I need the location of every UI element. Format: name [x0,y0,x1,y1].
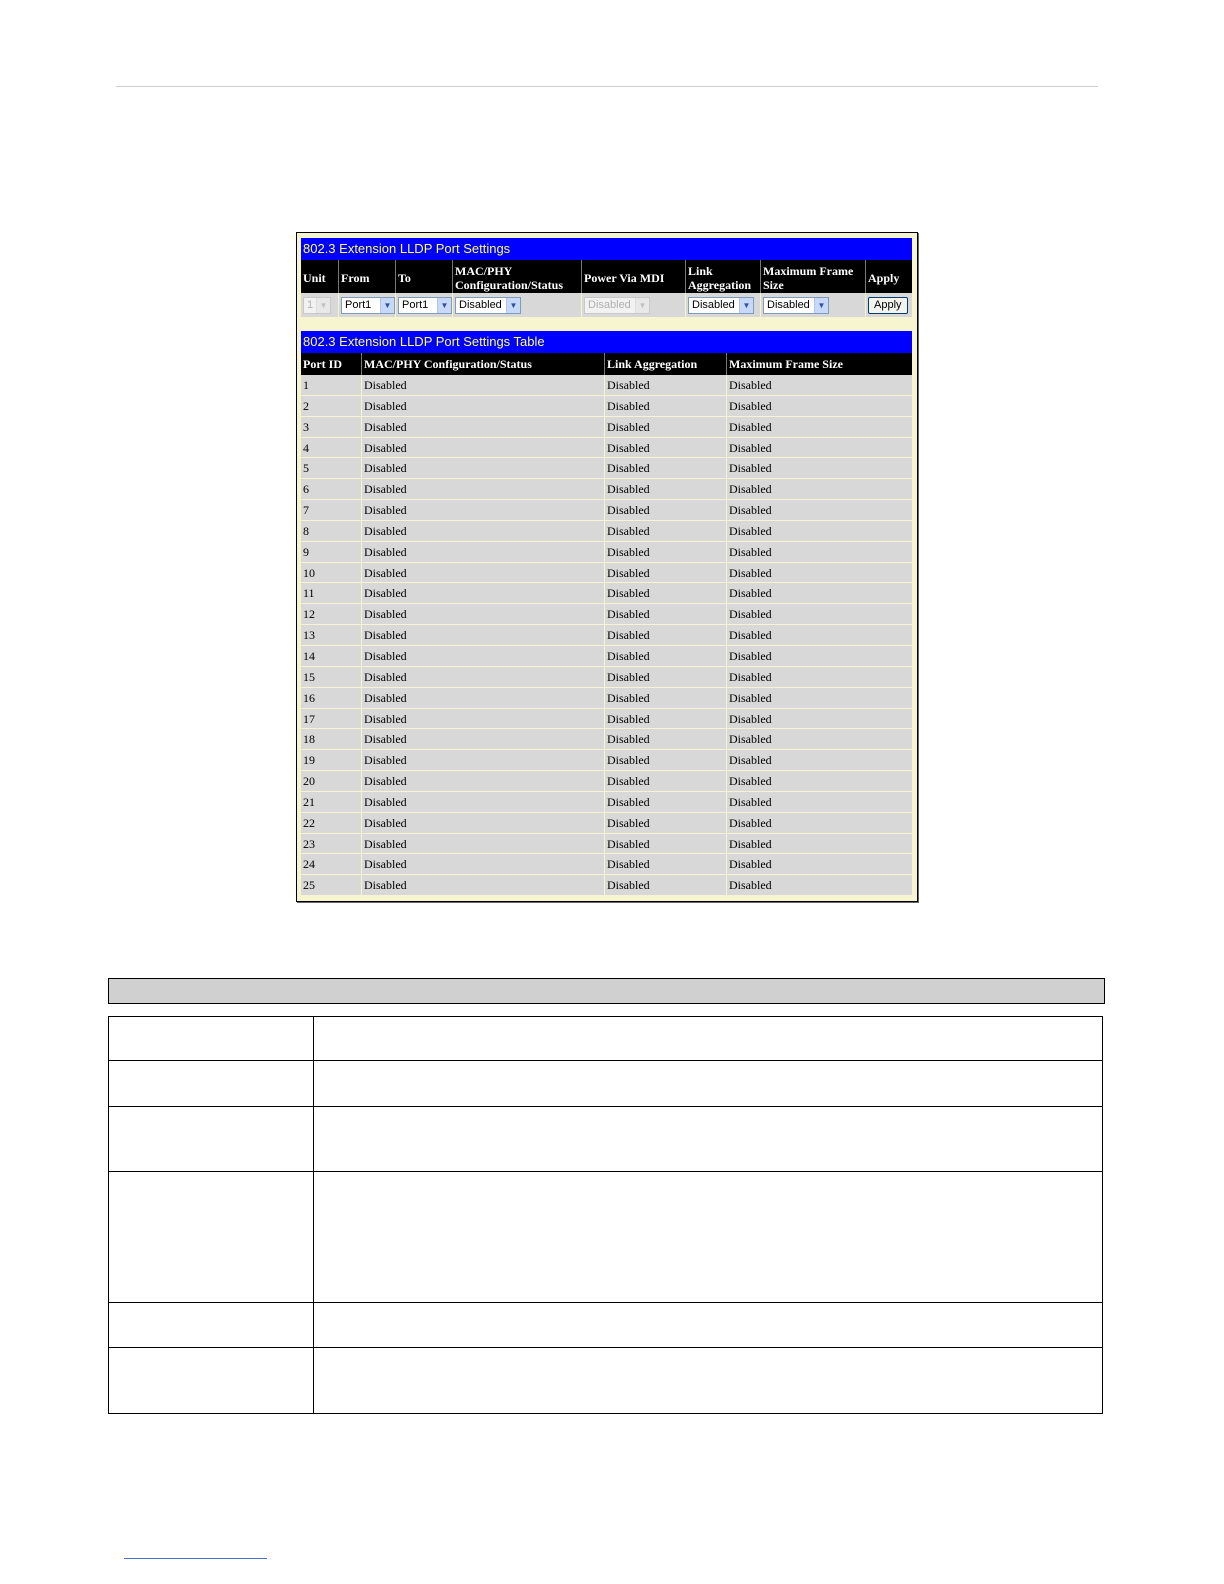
cell-max-frame-size: Disabled [729,628,772,643]
cell-link-aggregation: Disabled [605,542,727,562]
table-row [301,792,912,813]
cell-max-frame-size: Disabled [729,523,772,538]
header-power-via-mdi: Power Via MDI [582,260,686,293]
cell-max-frame-size: Disabled [729,648,772,663]
link-aggregation-select[interactable]: Disabled ▼ [688,297,754,314]
cell-max-frame-size: Disabled [729,503,772,518]
cell-mac-phy: Disabled [362,396,605,416]
table-row [301,625,912,646]
chevron-down-icon: ▼ [437,298,451,313]
cell-port-id: 18 [301,729,362,749]
cell-max-frame-size: Disabled [729,794,772,809]
chevron-down-icon: ▼ [316,298,330,313]
cell-max-frame-size: Disabled [729,482,772,497]
cell-port-id: 22 [301,813,362,833]
from-port-select[interactable]: Port1 ▼ [341,297,395,314]
cell-mac-phy: Disabled [362,458,605,478]
table-row [301,583,912,604]
cell-port-id: 17 [301,709,362,729]
cell-mac-phy: Disabled [362,646,605,666]
cell-port-id: 19 [301,750,362,770]
cell-port-id: 9 [301,542,362,562]
table-row [301,521,912,542]
header-unit: Unit [301,260,339,293]
cell-mac-phy: Disabled [362,771,605,791]
cell-link-aggregation: Disabled [605,583,727,603]
cell-link-aggregation: Disabled [605,521,727,541]
table-row [301,813,912,834]
cell-mac-phy: Disabled [362,563,605,583]
chevron-down-icon: ▼ [814,298,828,313]
power-via-mdi-select[interactable]: Disabled ▼ [584,297,650,314]
cell-mac-phy: Disabled [362,792,605,812]
cell-link-aggregation: Disabled [605,375,727,395]
cell-port-id: 2 [301,396,362,416]
chevron-down-icon: ▼ [506,298,520,313]
cell-link-aggregation: Disabled [605,709,727,729]
cell-link-aggregation: Disabled [605,834,727,854]
cell-max-frame-size: Disabled [729,586,772,601]
cell-max-frame-size: Disabled [729,878,772,893]
table-row [301,417,912,438]
cell-port-id: 20 [301,771,362,791]
cell-max-frame-size: Disabled [729,753,772,768]
cell-mac-phy: Disabled [362,604,605,624]
cell-max-frame-size: Disabled [729,669,772,684]
cell-mac-phy: Disabled [362,709,605,729]
cell-mac-phy: Disabled [362,438,605,458]
settings-title-bar: 802.3 Extension LLDP Port Settings [301,238,912,260]
header-from: From [339,260,396,293]
col-mac-phy: MAC/PHY Configuration/Status [362,353,605,375]
chevron-down-icon: ▼ [635,298,649,313]
desc-row [109,1172,1102,1303]
cell-max-frame-size: Disabled [729,732,772,747]
description-table [108,1016,1103,1414]
cell-link-aggregation: Disabled [605,604,727,624]
col-max-frame-size: Maximum Frame Size [729,357,843,371]
cell-mac-phy: Disabled [362,813,605,833]
table-row [301,604,912,625]
cell-max-frame-size: Disabled [729,857,772,872]
cell-port-id: 4 [301,438,362,458]
cell-link-aggregation: Disabled [605,729,727,749]
cell-max-frame-size: Disabled [729,419,772,434]
cell-mac-phy: Disabled [362,729,605,749]
cell-link-aggregation: Disabled [605,750,727,770]
apply-button[interactable]: Apply [868,297,908,314]
cell-port-id: 11 [301,583,362,603]
header-link-aggregation: Link Aggregation [686,260,761,293]
col-port-id: Port ID [301,353,362,375]
cell-mac-phy: Disabled [362,583,605,603]
table-row [301,458,912,479]
cell-port-id: 14 [301,646,362,666]
table-body [301,375,912,896]
cell-link-aggregation: Disabled [605,667,727,687]
cell-mac-phy: Disabled [362,875,605,895]
cell-link-aggregation: Disabled [605,688,727,708]
cell-link-aggregation: Disabled [605,438,727,458]
cell-max-frame-size: Disabled [729,774,772,789]
cell-max-frame-size: Disabled [729,815,772,830]
table-row [301,542,912,563]
cell-max-frame-size: Disabled [729,565,772,580]
unit-select[interactable]: 1 ▼ [303,297,331,314]
table-row [301,729,912,750]
table-row [301,500,912,521]
cell-link-aggregation: Disabled [605,563,727,583]
table-row [301,563,912,584]
cell-port-id: 5 [301,458,362,478]
cell-max-frame-size: Disabled [729,836,772,851]
table-row [301,479,912,500]
cell-port-id: 25 [301,875,362,895]
table-row [301,750,912,771]
cell-mac-phy: Disabled [362,854,605,874]
table-row [301,438,912,459]
cell-mac-phy: Disabled [362,479,605,499]
cell-mac-phy: Disabled [362,834,605,854]
cell-max-frame-size: Disabled [729,378,772,392]
cell-port-id: 13 [301,625,362,645]
cell-link-aggregation: Disabled [605,792,727,812]
cell-max-frame-size: Disabled [729,711,772,726]
cell-max-frame-size: Disabled [729,440,772,455]
table-row [301,667,912,688]
cell-link-aggregation: Disabled [605,854,727,874]
cell-max-frame-size: Disabled [729,544,772,559]
chevron-down-icon: ▼ [380,298,394,313]
table-row [301,854,912,875]
settings-control-row [301,293,912,317]
chevron-down-icon: ▼ [739,298,753,313]
cell-link-aggregation: Disabled [605,479,727,499]
cell-link-aggregation: Disabled [605,875,727,895]
cell-port-id: 24 [301,854,362,874]
header-apply: Apply [868,270,900,285]
cell-link-aggregation: Disabled [605,771,727,791]
header-mac-phy: MAC/PHY Configuration/Status [453,260,582,293]
cell-port-id: 21 [301,792,362,812]
top-rule [116,86,1098,87]
cell-mac-phy: Disabled [362,500,605,520]
cell-mac-phy: Disabled [362,417,605,437]
header-to: To [396,260,453,293]
cell-mac-phy: Disabled [362,625,605,645]
max-frame-size-select[interactable]: Disabled ▼ [763,297,829,314]
cell-link-aggregation: Disabled [605,500,727,520]
cell-port-id: 23 [301,834,362,854]
table-row [301,771,912,792]
header-max-frame-size: Maximum Frame Size [761,260,866,293]
cell-link-aggregation: Disabled [605,396,727,416]
cell-link-aggregation: Disabled [605,625,727,645]
desc-row [109,1017,1102,1061]
table-row [301,834,912,855]
cell-max-frame-size: Disabled [729,607,772,622]
cell-port-id: 1 [301,375,362,395]
cell-mac-phy: Disabled [362,750,605,770]
cell-port-id: 3 [301,417,362,437]
table-header-row [301,353,912,375]
col-link-aggregation: Link Aggregation [605,353,727,375]
cell-link-aggregation: Disabled [605,417,727,437]
description-title-bar [108,978,1105,1004]
table-row [301,709,912,730]
cell-port-id: 12 [301,604,362,624]
cell-max-frame-size: Disabled [729,461,772,476]
to-port-select[interactable]: Port1 ▼ [398,297,452,314]
cell-link-aggregation: Disabled [605,646,727,666]
cell-mac-phy: Disabled [362,521,605,541]
table-row [301,688,912,709]
lldp-panel [301,238,912,896]
cell-mac-phy: Disabled [362,667,605,687]
lldp-screenshot-frame [296,232,918,902]
table-row [301,396,912,417]
cell-max-frame-size: Disabled [729,690,772,705]
cell-mac-phy: Disabled [362,542,605,562]
desc-row [109,1303,1102,1348]
cell-link-aggregation: Disabled [605,458,727,478]
cell-port-id: 10 [301,563,362,583]
cell-max-frame-size: Disabled [729,398,772,413]
cell-port-id: 15 [301,667,362,687]
cell-link-aggregation: Disabled [605,813,727,833]
desc-row [109,1061,1102,1107]
table-title-bar: 802.3 Extension LLDP Port Settings Table [301,331,912,353]
table-row [301,646,912,667]
cell-port-id: 6 [301,479,362,499]
table-row [301,875,912,896]
table-row [301,375,912,396]
cell-mac-phy: Disabled [362,375,605,395]
cell-mac-phy: Disabled [362,688,605,708]
cell-port-id: 7 [301,500,362,520]
cell-port-id: 8 [301,521,362,541]
desc-row [109,1348,1102,1413]
desc-row [109,1107,1102,1172]
cell-port-id: 16 [301,688,362,708]
footer-link-underline [124,1558,267,1559]
settings-header-row [301,260,912,293]
mac-phy-select[interactable]: Disabled ▼ [455,297,521,314]
